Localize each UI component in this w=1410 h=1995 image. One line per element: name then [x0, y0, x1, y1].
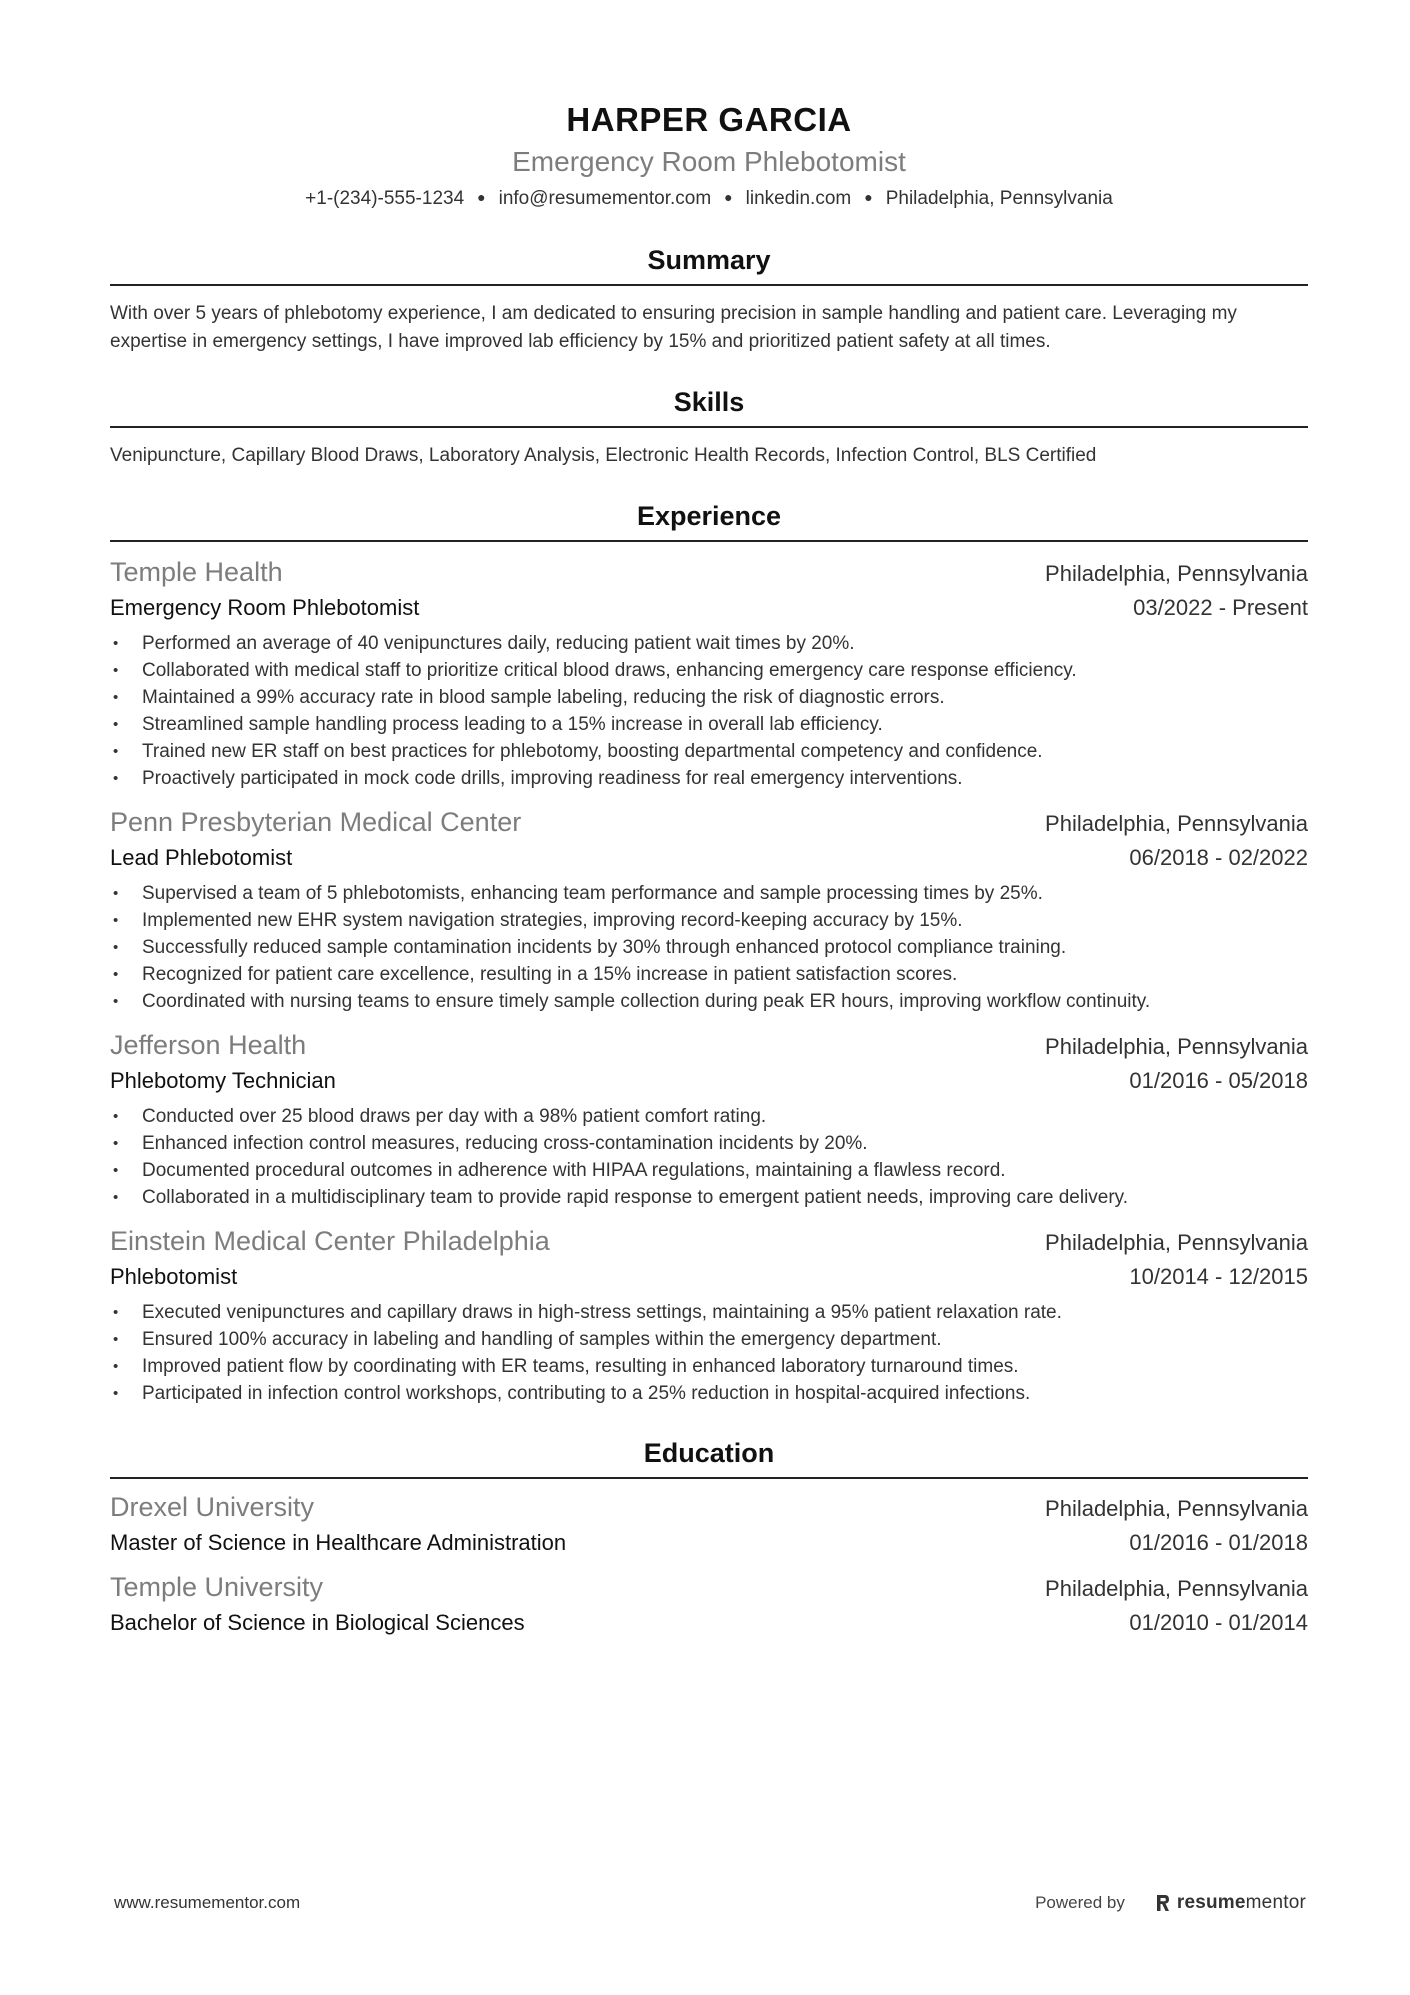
list-item: • Trained new ER staff on best practices for phlebotomy, boosting departmental competency and confidence. [110, 738, 1308, 765]
experience-role-row [110, 592, 1308, 624]
education-dates: 01/2010 - 01/2014 [1129, 1610, 1308, 1635]
list-item: • Conducted over 25 blood draws per day with a 98% patient comfort rating. [110, 1103, 1308, 1130]
list-item: • Executed venipunctures and capillary draws in high-stress settings, maintaining a 95% patient relaxation rate. [110, 1299, 1308, 1326]
footer-website-link[interactable]: www.resumementor.com [114, 1893, 301, 1912]
list-item: • Ensured 100% accuracy in labeling and handling of samples within the emergency department. [110, 1326, 1308, 1353]
job-bullets [110, 1103, 1308, 1211]
degree-name: Bachelor of Science in Biological Sciences [110, 1610, 525, 1635]
contact-location: Philadelphia, Pennsylvania [885, 188, 1113, 209]
job-bullets [110, 630, 1308, 792]
contact-phone: +1-(234)-555-1234 [305, 188, 465, 209]
section-divider [110, 540, 1308, 542]
list-item: • Recognized for patient care excellence, resulting in a 15% increase in patient satisfaction scores. [110, 961, 1308, 988]
summary-text: With over 5 years of phlebotomy experience, I am dedicated to ensuring precision in sample handling and patient care. Leveraging my expertise in emergency settings, I have improved lab efficiency by 15% and prioritized patient safety at all times. [110, 303, 1237, 352]
list-item: • Documented procedural outcomes in adherence with HIPAA regulations, maintaining a flawless record. [110, 1157, 1308, 1184]
job-bullets [110, 880, 1308, 1015]
experience-entry [110, 1027, 1308, 1211]
list-item: • Streamlined sample handling process leading to a 15% increase in overall lab efficiency. [110, 711, 1308, 738]
school-name: Drexel University [110, 1492, 315, 1522]
company-name: Einstein Medical Center Philadelphia [110, 1226, 550, 1256]
contact-line [110, 182, 1308, 214]
footer-branding [1035, 1892, 1306, 1914]
skills-section [110, 384, 1308, 470]
contact-linkedin[interactable]: linkedin.com [745, 188, 852, 209]
education-header-row [110, 1489, 1308, 1527]
brand-name-regular: mentor [1245, 1892, 1306, 1913]
experience-header-row [110, 554, 1308, 592]
degree-name: Master of Science in Healthcare Administration [110, 1530, 567, 1555]
powered-by-label: Powered by [1035, 1893, 1125, 1912]
job-location: Philadelphia, Pennsylvania [1045, 1230, 1308, 1255]
job-dates: 10/2014 - 12/2015 [1129, 1264, 1308, 1289]
job-location: Philadelphia, Pennsylvania [1045, 811, 1308, 836]
list-item: • Coordinated with nursing teams to ensure timely sample collection during peak ER hours, improving workflow continuity. [110, 988, 1308, 1015]
job-dates: 01/2016 - 05/2018 [1129, 1068, 1308, 1093]
section-title-education: Education [643, 1438, 775, 1468]
page-footer [114, 1888, 1306, 1918]
education-degree-row [110, 1527, 1308, 1559]
list-item: • Successfully reduced sample contamination incidents by 30% through enhanced protocol compliance training. [110, 934, 1308, 961]
list-item: • Proactively participated in mock code drills, improving readiness for real emergency interventions. [110, 765, 1308, 792]
summary-section [110, 242, 1308, 356]
education-dates: 01/2016 - 01/2018 [1129, 1530, 1308, 1555]
experience-header-row [110, 1223, 1308, 1261]
job-role: Phlebotomy Technician [110, 1068, 336, 1093]
candidate-title: Emergency Room Phlebotomist [512, 146, 906, 177]
contact-email[interactable]: info@resumementor.com [498, 188, 712, 209]
experience-role-row [110, 1261, 1308, 1293]
job-role: Emergency Room Phlebotomist [110, 595, 420, 620]
education-degree-row [110, 1607, 1308, 1639]
list-item: • Performed an average of 40 venipunctures daily, reducing patient wait times by 20%. [110, 630, 1308, 657]
brand-name-bold: resume [1176, 1892, 1246, 1913]
education-entry [110, 1569, 1308, 1639]
experience-entry [110, 1223, 1308, 1407]
job-dates: 03/2022 - Present [1133, 595, 1308, 620]
brand-logo[interactable] [1155, 1892, 1306, 1914]
experience-header-row [110, 1027, 1308, 1065]
section-title-summary: Summary [647, 245, 771, 275]
experience-role-row [110, 1065, 1308, 1097]
education-entry [110, 1489, 1308, 1559]
resumementor-logo-icon [1155, 1893, 1171, 1913]
resume-header [110, 96, 1308, 214]
list-item: • Supervised a team of 5 phlebotomists, enhancing team performance and sample processing times by 25%. [110, 880, 1308, 907]
section-title-skills: Skills [673, 387, 745, 417]
school-location: Philadelphia, Pennsylvania [1045, 1496, 1308, 1521]
experience-entry [110, 804, 1308, 1015]
candidate-name: HARPER GARCIA [566, 101, 852, 138]
company-name: Jefferson Health [110, 1030, 307, 1060]
skills-text: Venipuncture, Capillary Blood Draws, Laboratory Analysis, Electronic Health Records, Infection Control, BLS Certified [110, 445, 1097, 466]
list-item: • Collaborated with medical staff to prioritize critical blood draws, enhancing emergency care response efficiency. [110, 657, 1308, 684]
company-name: Temple Health [110, 557, 283, 587]
job-bullets [110, 1299, 1308, 1407]
education-section [110, 1435, 1308, 1639]
school-location: Philadelphia, Pennsylvania [1045, 1576, 1308, 1601]
experience-entry [110, 554, 1308, 792]
job-role: Phlebotomist [110, 1264, 238, 1289]
education-header-row [110, 1569, 1308, 1607]
school-name: Temple University [110, 1572, 324, 1602]
list-item: • Improved patient flow by coordinating with ER teams, resulting in enhanced laboratory turnaround times. [110, 1353, 1308, 1380]
list-item: • Maintained a 99% accuracy rate in blood sample labeling, reducing the risk of diagnostic errors. [110, 684, 1308, 711]
list-item: • Participated in infection control workshops, contributing to a 25% reduction in hospital-acquired infections. [110, 1380, 1308, 1407]
job-location: Philadelphia, Pennsylvania [1045, 561, 1308, 586]
section-divider [110, 1477, 1308, 1479]
section-divider [110, 284, 1308, 286]
job-location: Philadelphia, Pennsylvania [1045, 1034, 1308, 1059]
job-role: Lead Phlebotomist [110, 845, 293, 870]
list-item: • Implemented new EHR system navigation strategies, improving record-keeping accuracy by 15%. [110, 907, 1308, 934]
company-name: Penn Presbyterian Medical Center [110, 807, 522, 837]
bullet-separator: ● [724, 189, 733, 205]
list-item: • Collaborated in a multidisciplinary team to provide rapid response to emergent patient needs, improving care delivery. [110, 1184, 1308, 1211]
section-title-experience: Experience [636, 501, 782, 531]
bullet-separator: ● [477, 189, 486, 205]
job-dates: 06/2018 - 02/2022 [1129, 845, 1308, 870]
experience-section [110, 498, 1308, 1407]
resume-content [110, 96, 1308, 1639]
bullet-separator: ● [864, 189, 873, 205]
list-item: • Enhanced infection control measures, reducing cross-contamination incidents by 20%. [110, 1130, 1308, 1157]
section-divider [110, 426, 1308, 428]
experience-role-row [110, 842, 1308, 874]
experience-header-row [110, 804, 1308, 842]
